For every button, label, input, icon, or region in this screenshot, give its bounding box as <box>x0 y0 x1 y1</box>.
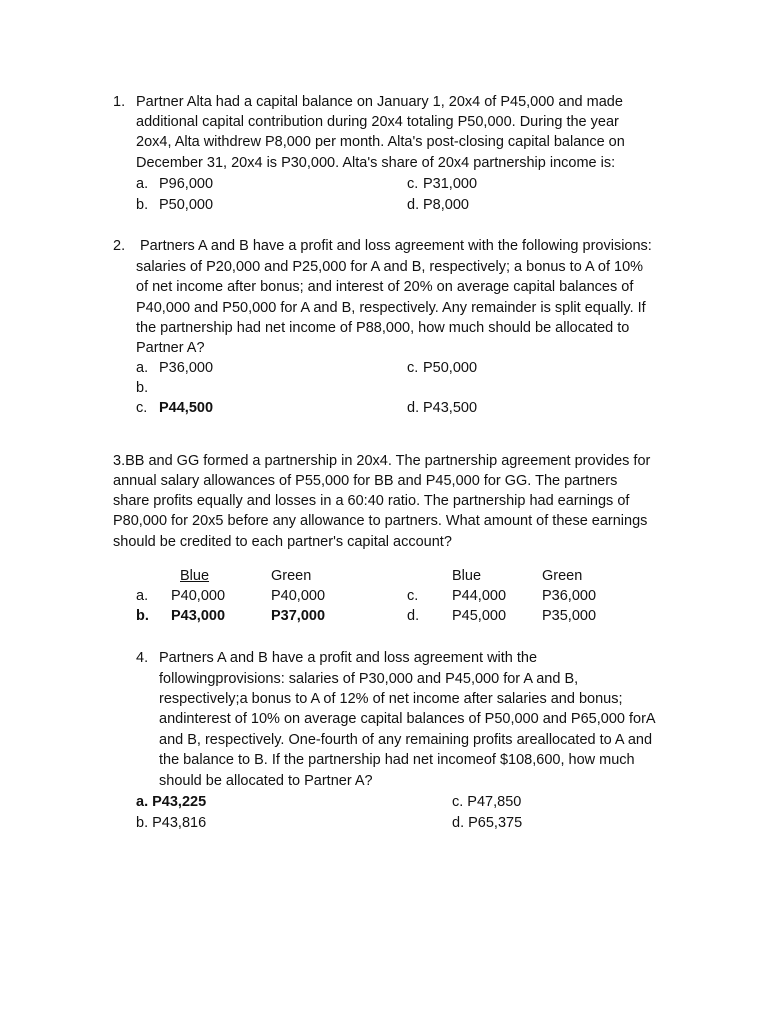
question-text-line: and B, respectively. One-fourth of any remaining profits areallocated to A and <box>159 732 653 748</box>
option-text: P96,000 <box>159 176 214 192</box>
question-text-line: of net income after bonus; and interest of 20% on average capital balances of <box>136 279 634 295</box>
question-text-line: December 31, 20x4 is P30,000. Alta's share of 20x4 partnership income is: <box>136 155 616 171</box>
option-value-correct: P37,000 <box>271 608 326 624</box>
option-letter: d. <box>407 197 420 213</box>
option-letter: d. <box>407 608 420 624</box>
option-value: P40,000 <box>171 588 226 604</box>
question-number: 2. <box>113 238 126 254</box>
option-text-correct: a. P43,225 <box>136 794 207 810</box>
question-text-line: P40,000 and P50,000 for A and B, respectively. Any remainder is split equally. If <box>136 300 646 316</box>
question-text-line: respectively;a bonus to A of 12% of net income after salaries and bonus; <box>159 691 623 707</box>
question-text-line: the balance to B. If the partnership had net incomeof $108,600, how much <box>159 752 635 768</box>
option-text-correct: P44,500 <box>159 400 214 416</box>
option-letter: c. <box>136 400 148 416</box>
question-text-line: share profits equally and losses in a 60:40 ratio. The partnership had earnings of <box>113 493 630 509</box>
option-letter: b. <box>136 197 149 213</box>
question-text-line: 2ox4, Alta withdrew P8,000 per month. Alta's post-closing capital balance on <box>136 134 625 150</box>
option-text: c. P47,850 <box>452 794 522 810</box>
question-text-line: should be credited to each partner's capital account? <box>113 534 452 550</box>
option-letter: b. <box>136 380 149 396</box>
option-letter: c. <box>407 360 419 376</box>
option-value-correct: P43,000 <box>171 608 226 624</box>
option-value: P44,000 <box>452 588 507 604</box>
question-text-line: should be allocated to Partner A? <box>159 773 373 789</box>
question-text-line: andinterest of 10% on average capital balances of P50,000 and P65,000 forA <box>159 711 656 727</box>
option-letter: d. <box>407 400 420 416</box>
column-header-green: Green <box>542 568 583 584</box>
option-text: P31,000 <box>423 176 478 192</box>
option-letter-correct: b. <box>136 608 149 624</box>
question-number: 4. <box>136 650 149 666</box>
option-text: P36,000 <box>159 360 214 376</box>
option-value: P45,000 <box>452 608 507 624</box>
question-text-line: P80,000 for 20x5 before any allowance to partners. What amount of these earnings <box>113 513 648 529</box>
question-text-line: followingprovisions: salaries of P30,000 and P45,000 for A and B, <box>159 671 579 687</box>
question-number: 1. <box>113 94 126 110</box>
option-letter: a. <box>136 176 149 192</box>
option-value: P36,000 <box>542 588 597 604</box>
column-header-green: Green <box>271 568 312 584</box>
question-text-line: 3.BB and GG formed a partnership in 20x4. The partnership agreement provides for <box>113 453 651 469</box>
option-text: d. P65,375 <box>452 815 523 831</box>
column-header-blue: Blue <box>452 568 482 584</box>
question-text-line: Partner A? <box>136 340 205 356</box>
option-text: P50,000 <box>159 197 214 213</box>
question-text-line: the partnership had net income of P88,000, how much should be allocated to <box>136 320 630 336</box>
question-text-line: additional capital contribution during 20x4 totaling P50,000. During the year <box>136 114 619 130</box>
option-letter: a. <box>136 588 149 604</box>
question-text-line: salaries of P20,000 and P25,000 for A and B, respectively; a bonus to A of 10% <box>136 259 644 275</box>
option-letter: c. <box>407 588 419 604</box>
option-text: P43,500 <box>423 400 478 416</box>
option-text: P8,000 <box>423 197 469 213</box>
option-text: P50,000 <box>423 360 478 376</box>
column-header-blue: Blue <box>180 568 210 584</box>
option-letter: a. <box>136 360 149 376</box>
question-text-line: Partner Alta had a capital balance on January 1, 20x4 of P45,000 and made <box>136 94 623 110</box>
option-value: P40,000 <box>271 588 326 604</box>
question-text-line: annual salary allowances of P55,000 for BB and P45,000 for GG. The partners <box>113 473 618 489</box>
question-text-line: Partners A and B have a profit and loss agreement with the following provisions: <box>140 238 652 254</box>
option-text: b. P43,816 <box>136 815 207 831</box>
option-value: P35,000 <box>542 608 597 624</box>
option-letter: c. <box>407 176 419 192</box>
question-text-line: Partners A and B have a profit and loss agreement with the <box>159 650 538 666</box>
